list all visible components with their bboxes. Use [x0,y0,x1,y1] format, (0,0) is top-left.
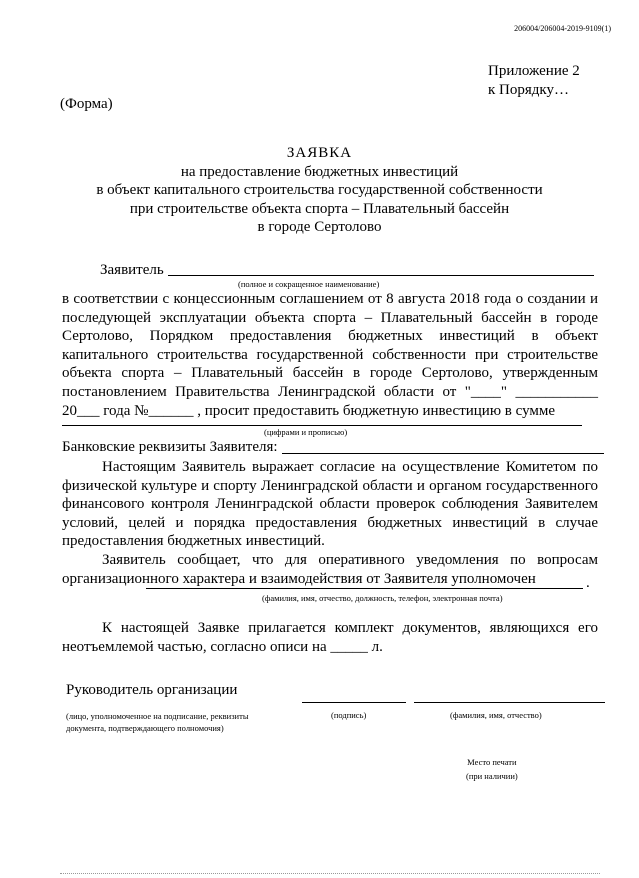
paragraph-consent: Настоящим Заявитель выражает согласие на осуществление Комитетом по физической культуре и спорту Ленинградской области и органом государственного финансового контроля Ленинградской области проверок соблюдения Заявителем условий, целей и порядка предоставления бюджетных инвестиций в случае предоставления бюджетных инвестиций. [62,459,598,550]
paragraph-concession: в соответствии с концессионным соглашением от 8 августа 2018 года о создании и последующей эксплуатации объекта спорта – Плавательный бассейн в городе Сертолово, Порядком предоставления бюджетных инвестиций в объект капитального строительства государственной собственности при строительстве объекта спорта – Плавательный бассейн в городе Сертолово, утвержденным постановлением Правительства Ленинградской области от "____" ___________ 20___ года №______ , просит предоставить бюджетную инвестицию в сумме [62,291,598,419]
consent-block [62,458,598,588]
stamp-line-1: Место печати [467,757,517,767]
document-id: 206004/206004-2019-9109(1) [514,24,611,33]
title-line-1: на предоставление бюджетных инвестиций [180,163,459,180]
sum-field[interactable] [62,425,582,426]
document-title [0,144,639,237]
full-name-hint: (фамилия, имя, отчество) [450,710,542,720]
form-label: (Форма) [60,96,113,112]
scan-edge-artifact [60,873,600,874]
paragraph-contact: Заявитель сообщает, что для оперативного уведомления по вопросам организационного характера и взаимодействия от Заявителя уполномочен [62,551,598,587]
paragraph-attachments: К настоящей Заявке прилагается комплект документов, являющихся его неотъемлемой частью, согласно описи на _____ л. [62,620,598,655]
title-line-4: в городе Сертолово [257,219,382,235]
applicant-hint: (полное и сокращенное наименование) [238,279,380,289]
contact-person-field[interactable] [146,588,583,589]
contact-period: . [586,575,590,591]
contact-hint: (фамилия, имя, отчество, должность, телефон, электронная почта) [262,593,503,603]
title-line-2: в объект капитального строительства государственной собственности [96,182,543,198]
head-hint: (лицо, уполномоченное на подписание, реквизиты документа, подтверждающего полномочия) [66,711,249,733]
title-line-3: при строительстве объекта спорта – Плавательный бассейн [129,200,510,217]
sum-hint: (цифрами и прописью) [264,427,348,437]
full-name-field[interactable] [414,702,605,703]
signature-hint: (подпись) [331,710,367,720]
signature-field[interactable] [302,702,406,703]
applicant-label: Заявитель [100,262,164,278]
applicant-name-field[interactable] [168,275,594,276]
stamp-line-2: (при наличии) [466,771,518,781]
title-heading: ЗАЯВКА [286,145,353,161]
stamp-place [466,755,518,783]
bank-details-label: Банковские реквизиты Заявителя: [62,439,278,455]
head-of-organization-label: Руководитель организации [66,682,238,698]
bank-details-field[interactable] [282,453,604,454]
appendix-line-2: к Порядку… [488,82,569,98]
appendix-line-1: Приложение 2 [488,63,580,79]
appendix-note [488,62,580,100]
